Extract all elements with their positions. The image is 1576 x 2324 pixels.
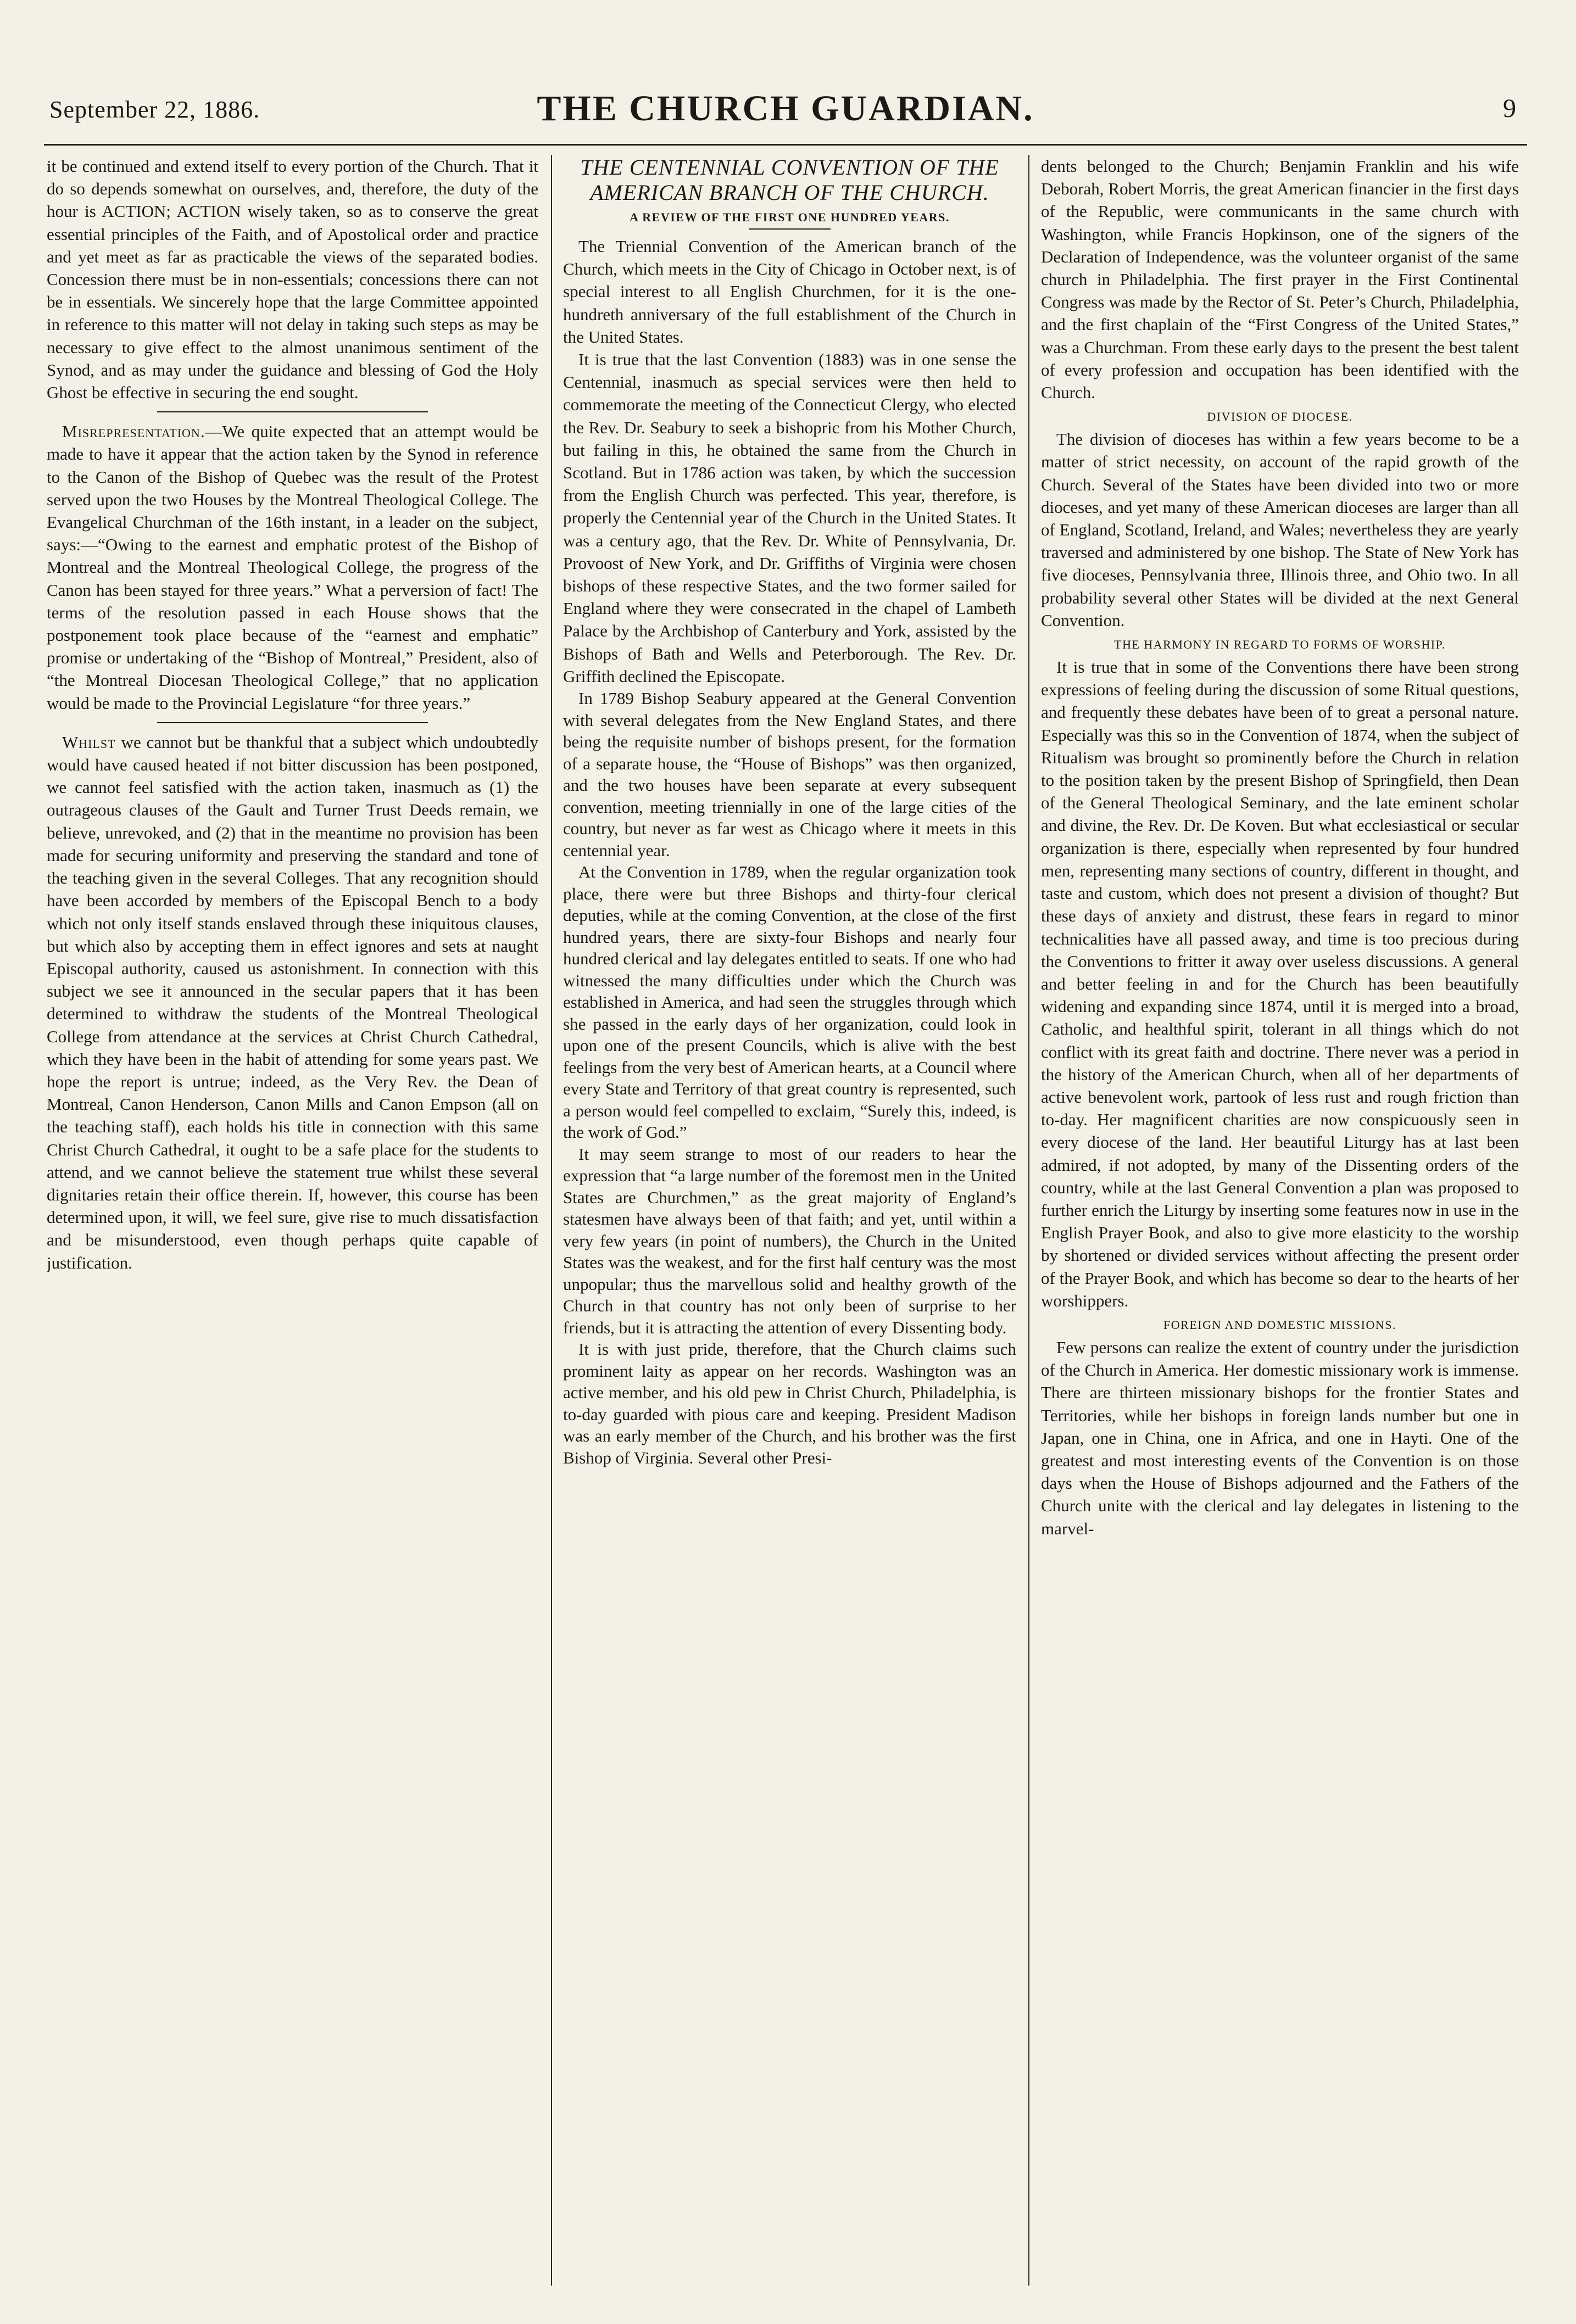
- paragraph-body: we cannot but be thankful that a subject which undoubtedly would have caused heated if not bitter discussion has been postponed, we cannot feel satisfied with the action taken, inasmuch as (1) the outrageous clauses of the Gault and Turner Trust Deeds remain, we believe, unrevoked, and (2) that in the meantime no provision has been made for securing uniformity and preserving the standard and tone of the teaching given in the several Colleges. That any recognition should have been accorded by members of the Episcopal Bench to a body which not only itself stands enslaved through these iniquitous clauses, but which also by accepting them in effect ignores and sets at naught Episcopal authority, caused us astonishment. In connection with this subject we see it announced in the secular papers that it has been determined to withdraw the students of the Montreal Theological College from attendance at the services at Christ Church Cathedral, which they have been in the habit of attending for some years past. We hope the report is untrue; indeed, as the Very Rev. the Dean of Montreal, Canon Henderson, Canon Mills and Canon Empson (all on the teaching staff), each holds his title in connection with this same Christ Church Cathedral, it ought to be a safe place for the students to attend, and we cannot believe the statement true whilst these several dignitaries retain their office therein. If, however, this course has been determined upon, it will, we feel sure, give rise to much dissatisfaction and be misunderstood, even though perhaps quite capable of justification.: [47, 732, 538, 1272]
- column-rule: [1028, 155, 1029, 2286]
- article-paragraph: dents belonged to the Church; Benjamin Franklin and his wife Deborah, Robert Morris, the great American financier in the first days of the Republic, were communicants in the same church with Washington, while Francis Hopkinson, one of the signers of the Declaration of Independence, was the volunteer organist of the same church in Philadelphia. The first prayer in the First Continental Congress was made by the Rector of St. Peter’s Church, Philadelphia, and the first chaplain of the “First Congress of the United States,” was a Churchman. From these early days to the present the best talent of every profession and occupation has been identified with the Church.: [1041, 157, 1519, 403]
- article-heading: THE CENTENNIAL CONVENTION OF THE AMERICAN BRANCH OF THE CHURCH.: [580, 155, 999, 205]
- column-rule: [551, 155, 552, 2286]
- issue-date: September 22, 1886.: [49, 96, 260, 123]
- heading-rule: [749, 228, 831, 230]
- masthead-rule: [44, 144, 1527, 146]
- paragraph-lead: Whilst: [62, 732, 116, 752]
- page-number: 9: [1503, 94, 1516, 123]
- newspaper-title: THE CHURCH GUARDIAN.: [537, 88, 1034, 129]
- dense-text-block: [563, 688, 1016, 1468]
- article-paragraph: It may seem strange to most of our readers to hear the expression that “a large number of the foremost men in the United States are Churchmen,” as the great majority of England’s statesmen have always been of that faith; and yet, until within a very few years (in point of numbers), the Church in the United States was the weakest, and for the first half century was the most unpopular; thus the marvellous solid and healthy growth of the Church in that country has not only been of surprise to her friends, but it is attracting the attention of every Dissenting body.: [563, 1144, 1016, 1337]
- section-heading: DIVISION OF DIOCESE.: [1207, 410, 1353, 424]
- misrepresentation-paragraph: [47, 420, 538, 714]
- article-paragraph: It is true that in some of the Conventions there have been strong expressions of feeling during the discussion of some Ritual questions, and frequently these debates have been of to great a personal nature. Especially was this so in the Convention of 1874, when the subject of Ritualism was brought so prominently before the Church in relation to the position taken by the present Bishop of Springfield, then Dean of the General Theological Seminary, and the late eminent scholar and divine, the Rev. Dr. De Koven. But what ecclesiastical or secular organization is there, especially when represented by four hundred men, representing many sections of country, different in thought, and taste and custom, which does not present a division of thought? But these days of anxiety and distrust, these fears in regard to minor technicalities have all passed away, and time is too precious during the Conventions to fritter it away over useless discussions. A general and better feeling in and for the Church has been beautifully widening and expanding since 1874, until it is merged into a broad, Catholic, and healthful spirit, tolerant in all things which do not conflict with its great faith and doctrine. There never was a period in the history of the American Church, when all of her departments of active benevolent work, partook of less rust and rough friction than to-day. Her magnificent charities are now conspicuously seen in every diocese of the land. Her beautiful Liturgy has at last been admired, if not adopted, by many of the Dissenting orders of the country, while at the last General Convention a plan was proposed to further enrich the Liturgy by inserting some features now in use in the English Prayer Book, and also to give more elasticity to the worship by shortened or divided services without affecting the present order of the Prayer Book, and which has become so dear to the hearts of her worshippers.: [1041, 657, 1519, 1310]
- column-2: [563, 155, 1016, 2297]
- editorial-paragraph: it be continued and extend itself to every portion of the Church. That it do so depends somewhat on ourselves, and, therefore, the duty of the hour is ACTION; ACTION wisely taken, so as to conserve the great essential principles of the Faith, and of Apostolical order and practice and yet meet as far as practicable the views of the separated bodies. Concession there must be in non-essentials; concessions there can not be in essentials. We sincerely hope that the large Committee appointed in reference to this matter will not delay in taking such steps as may be necessary to give effect to the almost unanimous sentiment of the Synod, and as may under the guidance and blessing of God the Holy Ghost be effective in securing the end sought.: [47, 157, 538, 403]
- article-subheading: A REVIEW OF THE FIRST ONE HUNDRED YEARS.: [630, 210, 950, 224]
- paragraph-body: —We quite expected that an attempt would be made to have it appear that the action taken by the Synod in reference to the Canon of the Bishop of Quebec was the result of the Protest served upon the two Houses by the Montreal Theological College. The Evangelical Churchman of the 16th instant, in a leader on the subject, says:—“Owing to the earnest and emphatic protest of the Bishop of Montreal and the Montreal Theological College, the progress of the Canon has been stayed for three years.” What a perversion of fact! The terms of the resolution passed in each House shows that the postponement took place because of the “earnest and emphatic” promise or undertaking of the “Bishop of Montreal,” President, also of “the Montreal Diocesan Theological College,” that no application would be made to the Provincial Legislature “for three years.”: [47, 422, 538, 713]
- section-divider: [157, 722, 427, 723]
- article-paragraph: Few persons can realize the extent of country under the jurisdiction of the Church in America. Her domestic missionary work is immense. There are thirteen missionary bishops for the frontier States and Territories, while her bishops in foreign lands number but one in Japan, one in China, one in Africa, and one in Hayti. One of the greatest and most interesting events of the Convention is on those days when the House of Bishops adjourned and the Fathers of the Church unite with the clerical and lay delegates in listening to the marvel-: [1041, 1337, 1519, 1538]
- article-paragraph: In 1789 Bishop Seabury appeared at the General Convention with several delegates from the New England States, and there being the requisite number of bishops present, for the formation of a separate house, the “House of Bishops” was then organized, and the two houses have been separate at every subsequent convention, meeting triennially in one of the large cities of the country, but never as far west as Chicago where it meets in this centennial year.: [563, 689, 1016, 860]
- section-heading: THE HARMONY IN REGARD TO FORMS OF WORSHIP.: [1114, 638, 1446, 652]
- section-divider: [157, 411, 427, 412]
- column-3: [1041, 155, 1519, 2297]
- article-paragraph: The Triennial Convention of the American branch of the Church, which meets in the City of Chicago in October next, is of special interest to all English Churchmen, for it is the one-hundreth anniversary of the full establishment of the Church in the United States.: [563, 237, 1016, 347]
- article-paragraph: At the Convention in 1789, when the regular organization took place, there were but three Bishops and thirty-four clerical deputies, while at the coming Convention, at the close of the first hundred years, there are sixty-four Bishops and nearly four hundred clerical and lay delegates entitled to seats. If one who had witnessed the many difficulties under which the Church was established in America, and had seen the struggles through which she passed in the early days of her organization, could look in upon one of the present Councils, which is alive with the best feelings from the very best of American hearts, at a Council where every State and Territory of that great country is represented, such a person would feel compelled to exclaim, “Surely this, indeed, is the work of God.”: [563, 862, 1016, 1142]
- column-1: [47, 155, 538, 2297]
- whilst-paragraph: [47, 731, 538, 1274]
- article-paragraph: The division of dioceses has within a few years become to be a matter of strict necessity, on account of the rapid growth of the Church. Several of the States have been divided into two or more dioceses, and yet many of these American dioceses are larger than all of England, Scotland, Ireland, and Wales; nevertheless they are yearly traversed and administered by one bishop. The State of New York has five dioceses, Pennsylvania three, Illinois three, and Ohio two. In all probability several other States will be divided at the next General Convention.: [1041, 429, 1519, 630]
- article-paragraph: It is with just pride, therefore, that the Church claims such prominent laity as appear on her records. Washington was an active member, and his old pew in Christ Church, Philadelphia, is to-day guarded with pious care and keeping. President Madison was an early member of the Church, and his brother was the first Bishop of Virginia. Several other Presi-: [563, 1339, 1016, 1467]
- section-heading: FOREIGN AND DOMESTIC MISSIONS.: [1163, 1317, 1396, 1332]
- article-paragraph: It is true that the last Convention (1883) was in one sense the Centennial, inasmuch as special services were then held to commemorate the meeting of the Connecticut Clergy, who elected the Rev. Dr. Seabury to seek a bishopric from his Mother Church, but failing in this, he obtained the same from the Church in Scotland. But in 1786 action was taken, by which the succession from the English Church was perfected. This year, therefore, is properly the Centennial year of the Church in the United States. It was a century ago, that the Rev. Dr. White of Pennsylvania, Dr. Provoost of New York, and Dr. Griffiths of Virginia were chosen bishops of these respective States, and the two former sailed for England where they were consecrated in the chapel of Lambeth Palace by the Archbishop of Canterbury and York, assisted by the Bishops of Bath and Wells and Peterborough. The Rev. Dr. Griffith declined the Episcopate.: [563, 350, 1016, 686]
- masthead: [44, 88, 1527, 137]
- paragraph-lead: Misrepresentation.: [62, 422, 205, 442]
